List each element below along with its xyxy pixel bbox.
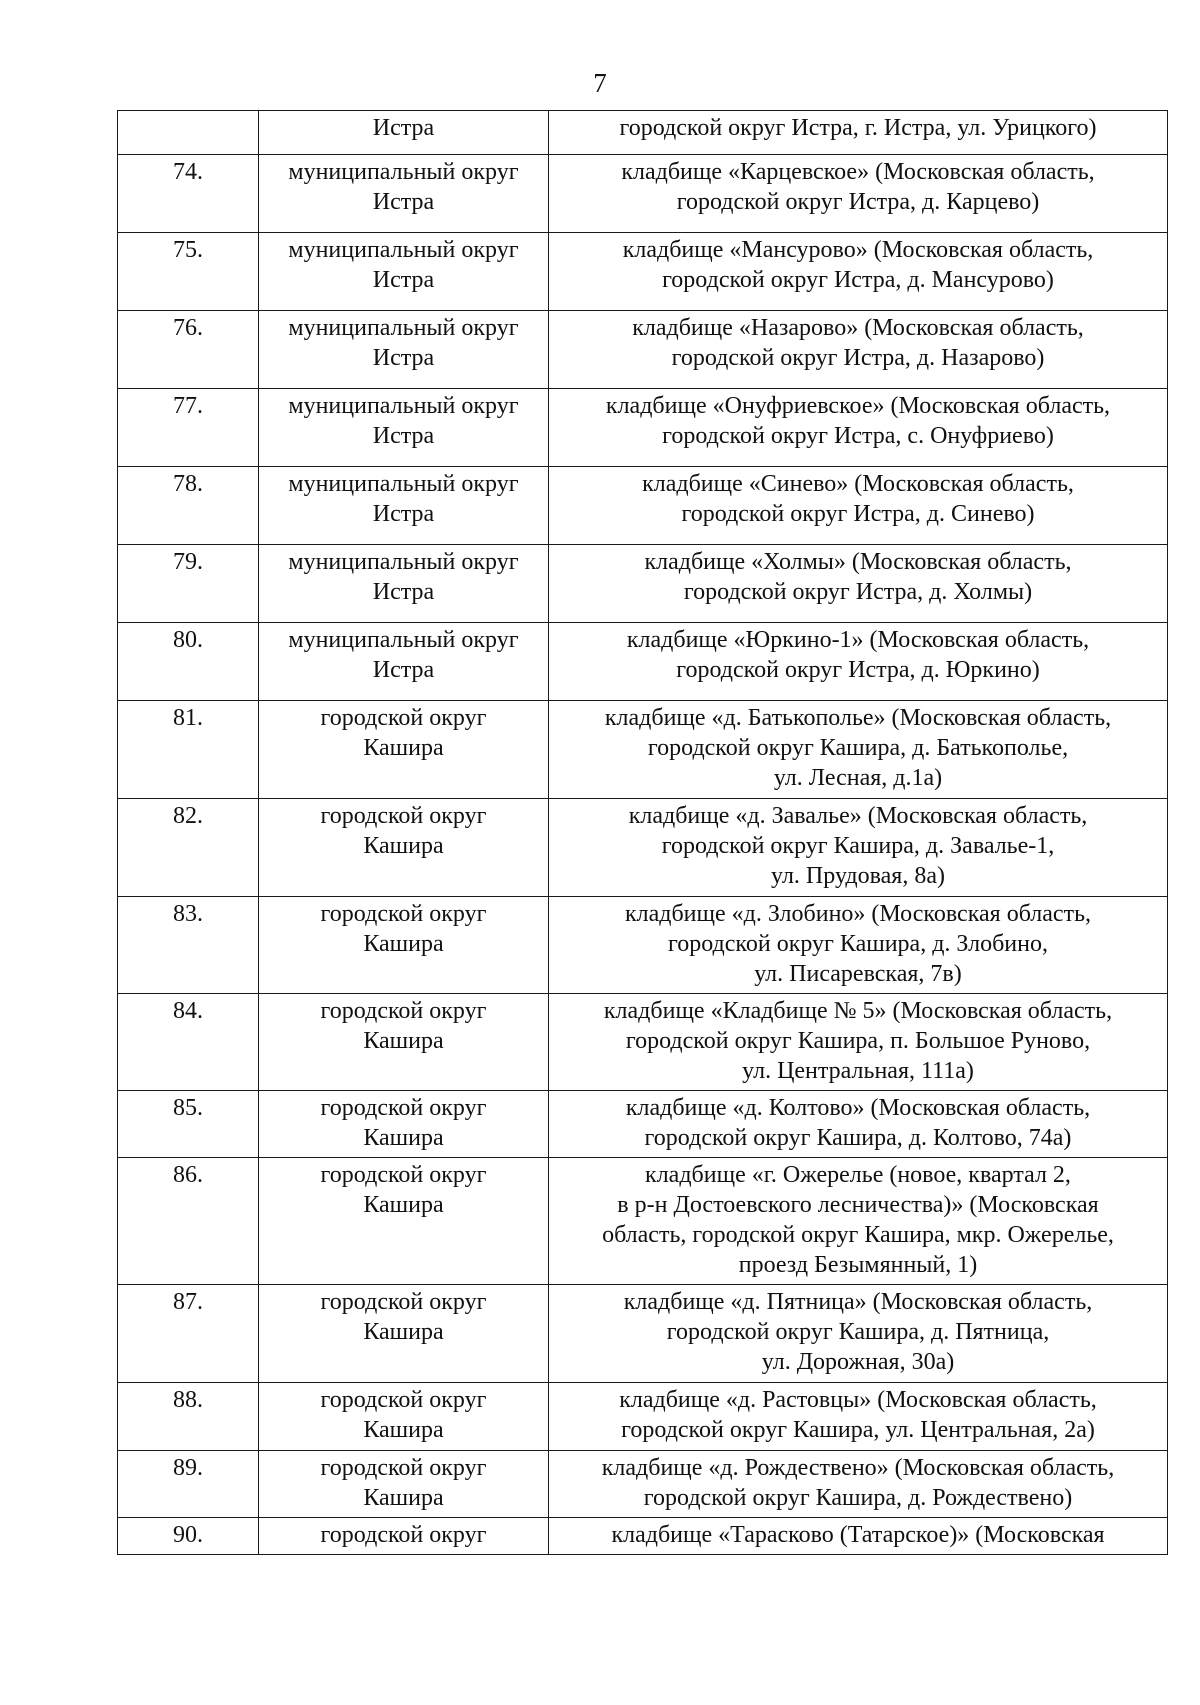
- address-line: городской округ Истра, д. Холмы): [683, 579, 1033, 605]
- address-line: в р-н Достоевского лесничества)» (Московская: [617, 1192, 1099, 1218]
- row-number-cell: 84.: [118, 994, 259, 1091]
- municipality-line: Истра: [372, 423, 435, 449]
- address-line: ул. Писаревская, 7в): [754, 961, 962, 987]
- address-line: городской округ Кашира, д. Колтово, 74а): [644, 1125, 1072, 1151]
- municipality-line: Кашира: [363, 735, 444, 761]
- municipality-cell: [259, 233, 549, 311]
- municipality-line: Истра: [372, 189, 435, 215]
- municipality-cell: [259, 155, 549, 233]
- address-cell: [549, 799, 1168, 897]
- row-number-cell: 88.: [118, 1383, 259, 1451]
- row-number-cell: 83.: [118, 897, 259, 994]
- row-number-cell: 79.: [118, 545, 259, 623]
- table-row: [118, 1451, 1168, 1518]
- municipality-cell: [259, 1451, 549, 1518]
- municipality-cell: [259, 1285, 549, 1383]
- municipality-cell: [259, 1518, 549, 1555]
- municipality-line: Кашира: [363, 1485, 444, 1511]
- row-number-cell: 77.: [118, 389, 259, 467]
- table-row: [118, 111, 1168, 155]
- municipality-line: городской округ: [320, 1455, 487, 1481]
- municipality-line: муниципальный округ: [288, 393, 519, 419]
- municipality-cell: [259, 545, 549, 623]
- address-line: ул. Центральная, 111а): [742, 1058, 974, 1084]
- address-cell: [549, 1383, 1168, 1451]
- municipality-line: Истра: [372, 501, 435, 527]
- row-number-cell: 76.: [118, 311, 259, 389]
- municipality-cell: [259, 311, 549, 389]
- table-row: [118, 1285, 1168, 1383]
- table-body: [118, 111, 1168, 1555]
- municipality-cell: [259, 701, 549, 799]
- table-row: [118, 155, 1168, 233]
- row-number-cell: 81.: [118, 701, 259, 799]
- address-cell: [549, 467, 1168, 545]
- municipality-line: Истра: [372, 345, 435, 371]
- table-row: [118, 799, 1168, 897]
- table-row: [118, 897, 1168, 994]
- address-line: кладбище «Синево» (Московская область,: [642, 471, 1074, 497]
- address-line: кладбище «г. Ожерелье (новое, квартал 2,: [645, 1162, 1071, 1188]
- row-number-cell: 89.: [118, 1451, 259, 1518]
- address-cell: [549, 701, 1168, 799]
- address-line: городской округ Истра, д. Мансурово): [662, 267, 1054, 293]
- address-cell: [549, 1285, 1168, 1383]
- municipality-line: городской округ: [320, 803, 487, 829]
- address-line: городской округ Кашира, ул. Центральная, 2а): [621, 1417, 1095, 1443]
- address-line: городской округ Кашира, д. Рождествено): [643, 1485, 1073, 1511]
- table-row: [118, 545, 1168, 623]
- address-line: проезд Безымянный, 1): [738, 1252, 978, 1278]
- municipality-line: городской округ: [320, 998, 487, 1024]
- address-line: городской округ Истра, с. Онуфриево): [662, 423, 1054, 449]
- municipality-cell: [259, 994, 549, 1091]
- municipality-cell: [259, 897, 549, 994]
- row-number-cell: 82.: [118, 799, 259, 897]
- municipality-cell: [259, 467, 549, 545]
- address-line: городской округ Истра, д. Юркино): [676, 657, 1040, 683]
- address-line: городской округ Кашира, д. Батькополье,: [647, 735, 1069, 761]
- page-number: 7: [593, 68, 607, 98]
- address-line: кладбище «д. Пятница» (Московская область,: [623, 1289, 1093, 1315]
- municipality-line: Кашира: [363, 1125, 444, 1151]
- table-row: [118, 701, 1168, 799]
- municipality-line: городской округ: [320, 1162, 487, 1188]
- address-line: кладбище «Холмы» (Московская область,: [644, 549, 1072, 575]
- address-line: городской округ Истра, д. Карцево): [676, 189, 1040, 215]
- municipality-line: Истра: [372, 657, 435, 683]
- address-line: кладбище «Тарасково (Татарское)» (Московская: [611, 1522, 1105, 1548]
- address-line: кладбище «д. Злобино» (Московская область,: [624, 901, 1092, 927]
- row-number-cell: 85.: [118, 1091, 259, 1158]
- table-row: [118, 1518, 1168, 1555]
- municipality-line: городской округ: [320, 1387, 487, 1413]
- address-line: городской округ Кашира, п. Большое Руново,: [625, 1028, 1091, 1054]
- table-row: [118, 623, 1168, 701]
- table-row: [118, 389, 1168, 467]
- address-cell: [549, 389, 1168, 467]
- address-cell: [549, 1518, 1168, 1555]
- municipality-cell: [259, 1091, 549, 1158]
- address-line: ул. Прудовая, 8а): [771, 863, 945, 889]
- address-cell: [549, 897, 1168, 994]
- table-row: [118, 467, 1168, 545]
- address-cell: [549, 233, 1168, 311]
- municipality-line: муниципальный округ: [288, 471, 519, 497]
- address-line: кладбище «д. Батькополье» (Московская область,: [604, 705, 1112, 731]
- municipality-cell: [259, 799, 549, 897]
- address-cell: [549, 1091, 1168, 1158]
- address-cell: [549, 1158, 1168, 1285]
- municipality-line: муниципальный округ: [288, 159, 519, 185]
- cemetery-table: [117, 110, 1168, 1555]
- table-row: [118, 1158, 1168, 1285]
- row-number-cell: [118, 111, 259, 155]
- address-line: кладбище «Онуфриевское» (Московская область,: [605, 393, 1111, 419]
- address-cell: [549, 623, 1168, 701]
- municipality-line: городской округ: [320, 1522, 487, 1548]
- municipality-line: Кашира: [363, 1319, 444, 1345]
- address-line: кладбище «д. Завалье» (Московская область,: [628, 803, 1088, 829]
- municipality-cell: [259, 1383, 549, 1451]
- municipality-line: Кашира: [363, 1028, 444, 1054]
- municipality-cell: [259, 1158, 549, 1285]
- municipality-line: муниципальный округ: [288, 627, 519, 653]
- municipality-line: Истра: [372, 579, 435, 605]
- address-cell: [549, 111, 1168, 155]
- municipality-line: муниципальный округ: [288, 315, 519, 341]
- municipality-line: Кашира: [363, 833, 444, 859]
- row-number-cell: 87.: [118, 1285, 259, 1383]
- address-cell: [549, 1451, 1168, 1518]
- row-number-cell: 90.: [118, 1518, 259, 1555]
- address-line: городской округ Истра, д. Назарово): [671, 345, 1045, 371]
- table-row: [118, 1091, 1168, 1158]
- address-line: городской округ Истра, г. Истра, ул. Урицкого): [619, 115, 1097, 141]
- address-line: кладбище «Юркино-1» (Московская область,: [626, 627, 1090, 653]
- municipality-line: Кашира: [363, 931, 444, 957]
- address-cell: [549, 155, 1168, 233]
- table-row: [118, 1383, 1168, 1451]
- address-line: городской округ Кашира, д. Злобино,: [667, 931, 1048, 957]
- address-line: городской округ Истра, д. Синево): [681, 501, 1035, 527]
- municipality-line: Истра: [372, 267, 435, 293]
- address-line: кладбище «д. Растовцы» (Московская область,: [619, 1387, 1097, 1413]
- municipality-cell: [259, 623, 549, 701]
- municipality-line: городской округ: [320, 1095, 487, 1121]
- municipality-line: городской округ: [320, 901, 487, 927]
- address-line: ул. Лесная, д.1а): [773, 765, 943, 791]
- address-line: кладбище «д. Колтово» (Московская область,: [625, 1095, 1091, 1121]
- municipality-line: Кашира: [363, 1192, 444, 1218]
- row-number-cell: 80.: [118, 623, 259, 701]
- municipality-line: Истра: [372, 115, 435, 141]
- address-cell: [549, 311, 1168, 389]
- address-line: кладбище «д. Рождествено» (Московская область,: [601, 1455, 1115, 1481]
- table-row: [118, 311, 1168, 389]
- address-line: ул. Дорожная, 30а): [761, 1349, 955, 1375]
- address-line: городской округ Кашира, д. Завалье-1,: [661, 833, 1055, 859]
- table-row: [118, 233, 1168, 311]
- row-number-cell: 86.: [118, 1158, 259, 1285]
- address-line: кладбище «Назарово» (Московская область,: [632, 315, 1084, 341]
- municipality-line: муниципальный округ: [288, 237, 519, 263]
- address-cell: [549, 545, 1168, 623]
- row-number-cell: 75.: [118, 233, 259, 311]
- address-line: кладбище «Мансурово» (Московская область,: [622, 237, 1094, 263]
- address-line: область, городской округ Кашира, мкр. Ожерелье,: [602, 1222, 1114, 1248]
- municipality-line: Кашира: [363, 1417, 444, 1443]
- row-number-cell: 74.: [118, 155, 259, 233]
- municipality-line: муниципальный округ: [288, 549, 519, 575]
- address-line: кладбище «Кладбище № 5» (Московская область,: [603, 998, 1113, 1024]
- table-row: [118, 994, 1168, 1091]
- municipality-cell: [259, 389, 549, 467]
- row-number-cell: 78.: [118, 467, 259, 545]
- address-line: кладбище «Карцевское» (Московская область,: [621, 159, 1095, 185]
- municipality-line: городской округ: [320, 1289, 487, 1315]
- address-cell: [549, 994, 1168, 1091]
- municipality-cell: [259, 111, 549, 155]
- address-line: городской округ Кашира, д. Пятница,: [666, 1319, 1050, 1345]
- municipality-line: городской округ: [320, 705, 487, 731]
